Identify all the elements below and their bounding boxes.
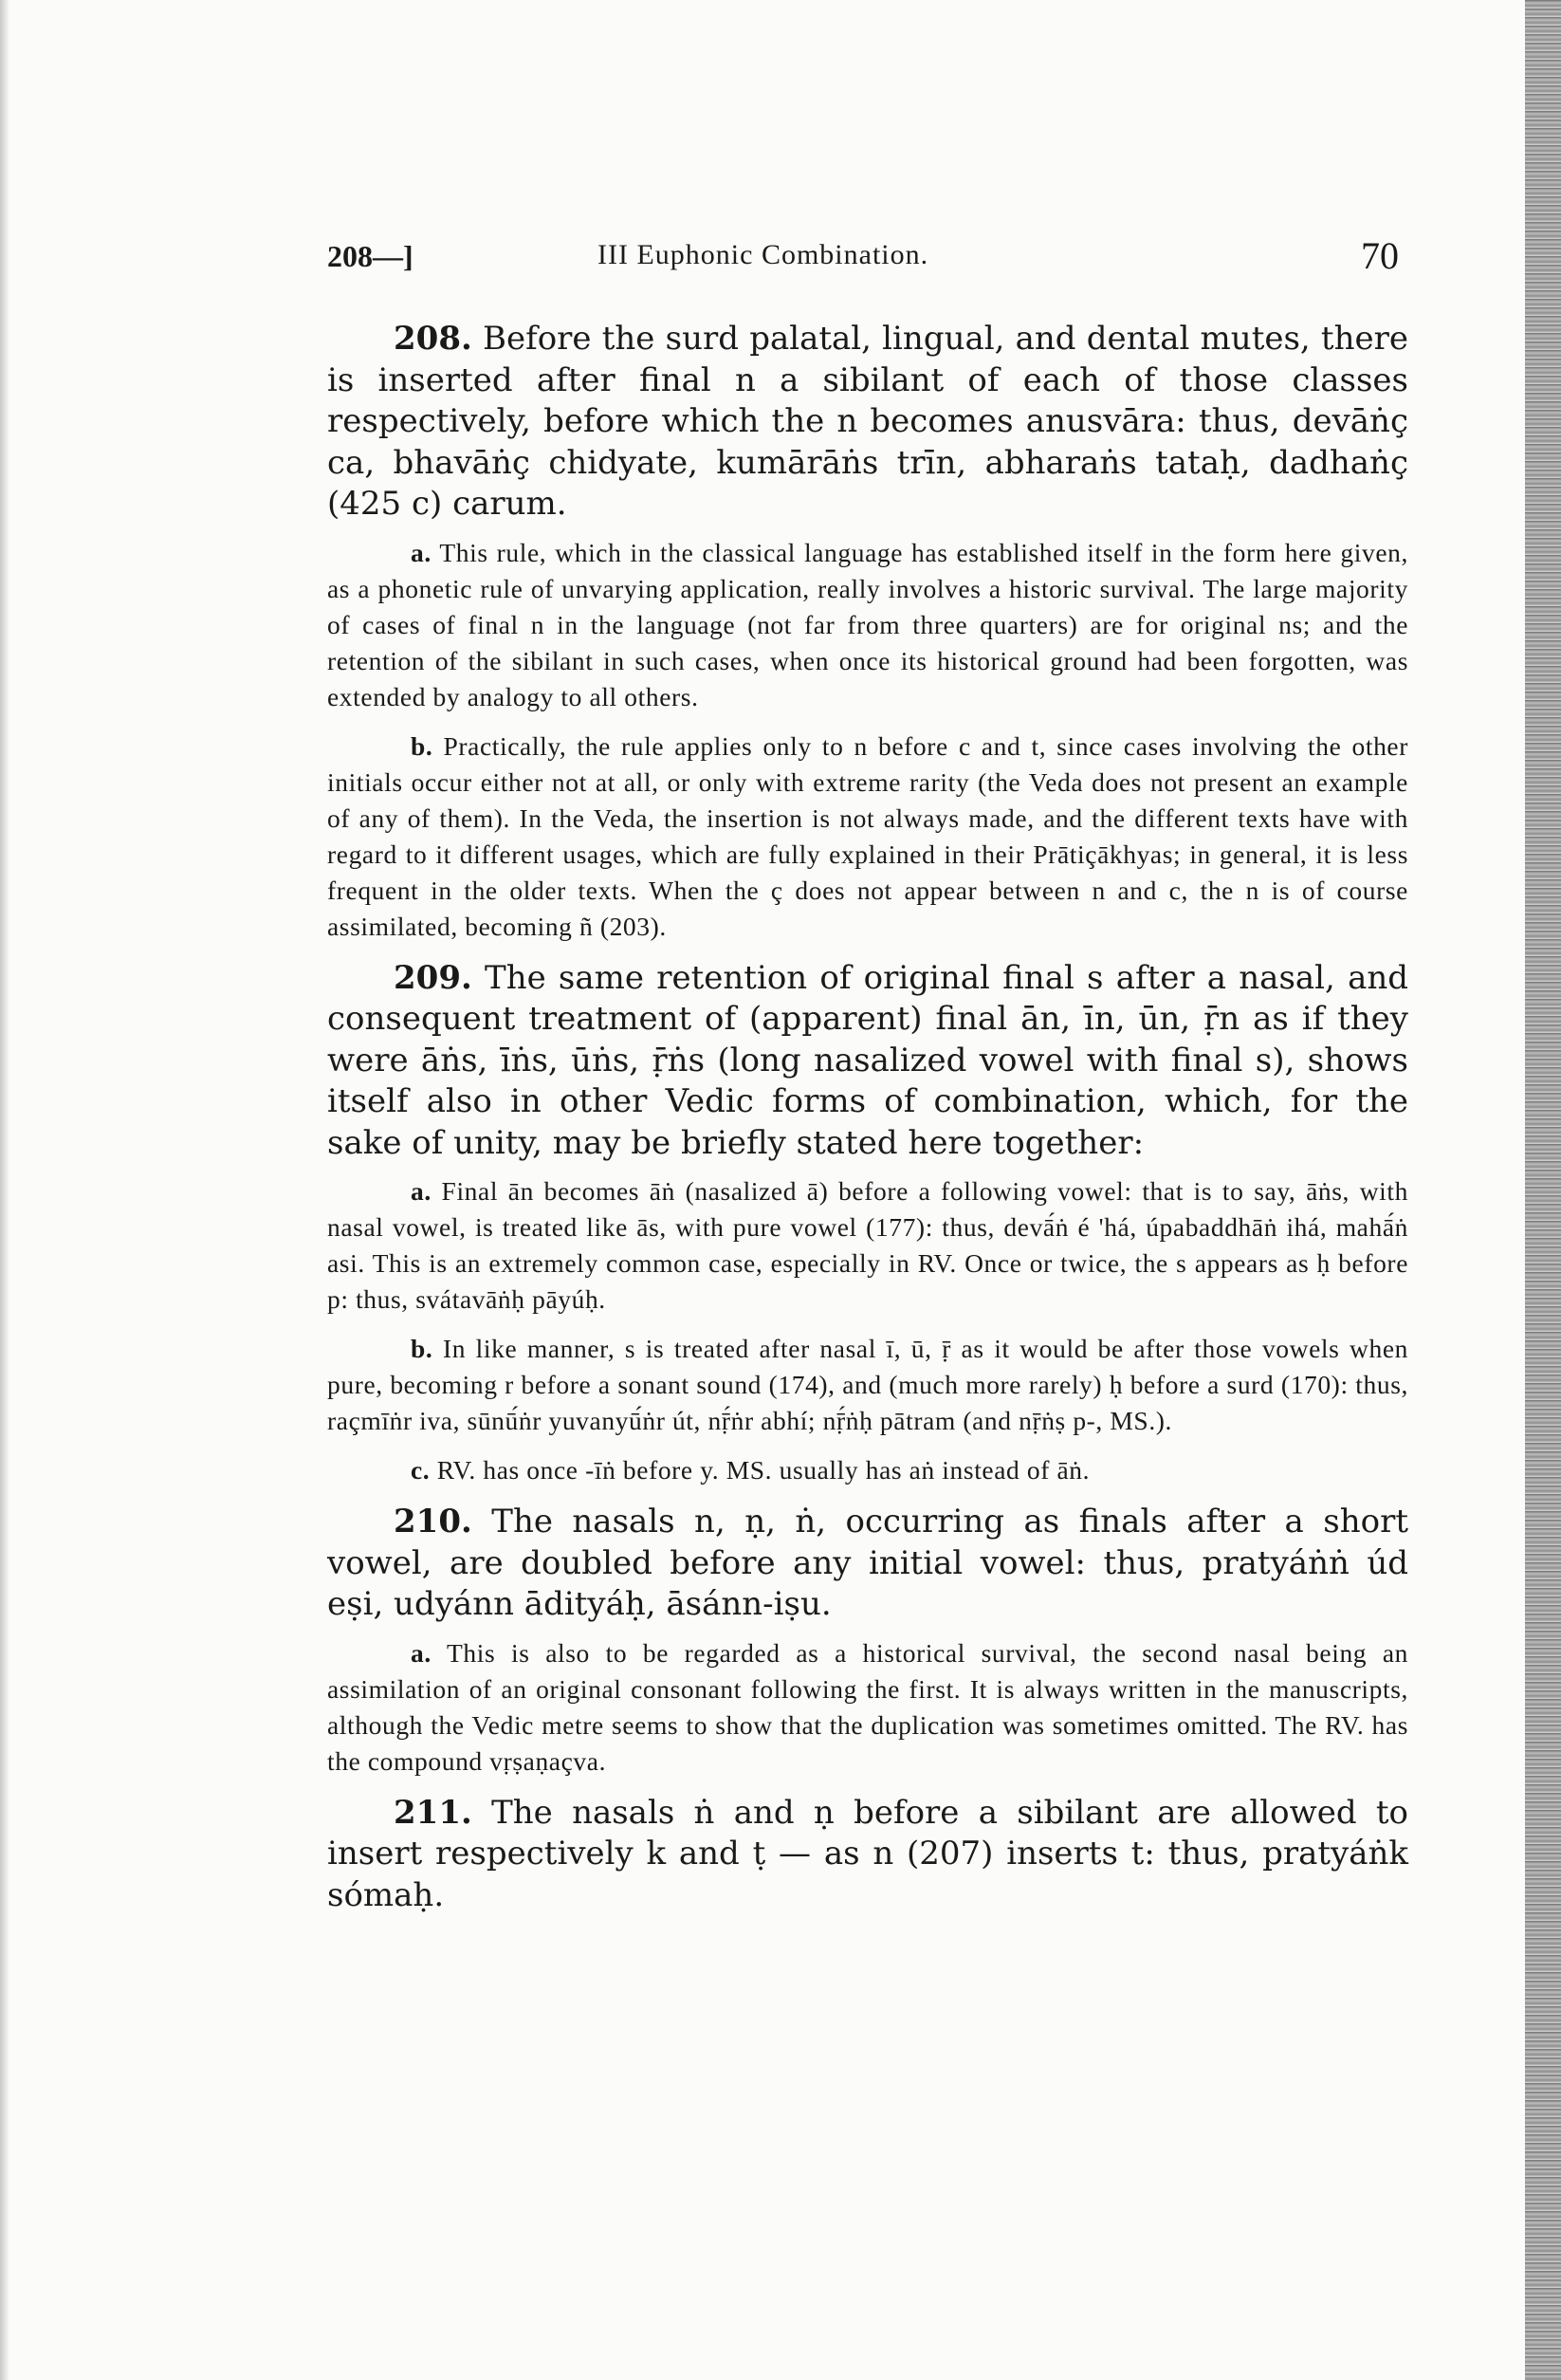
- chapter-title: III Euphonic Combination.: [597, 239, 929, 270]
- paragraph-209: [327, 958, 1408, 1165]
- scan-edge-left: [0, 0, 9, 2380]
- paragraph-text: The nasals n, ṇ, ṅ, occurring as finals after a short vowel, are doubled before any initial vowel: thus, pratyáṅṅ úd eṣi, udyánn ādityáḥ, āsánn-iṣu.: [327, 1503, 1408, 1623]
- note-text: Practically, the rule applies only to n before c and t, since cases involving the other initials occur either not at all, or only with extreme rarity (the Veda does not present an example of any of them). In the Veda, the insertion is not always made, and the different texts have with regard to it different usages, which are fully explained in their Prātiçākhyas; in general, it is less frequent in the older texts. When the ç does not appear between n and c, the n is of course assimilated, becoming ñ (203).: [327, 730, 1408, 941]
- note-text: Final ān becomes āṅ (nasalized ā) before a following vowel: that is to say, āṅs, with nasal vowel, is treated like ās, with pure vowel (177): thus, devā́ṅ é 'há, úpabaddhāṅ ihá, mahā́ṅ asi. This is an extremely common case, especially in RV. Once or twice, the s appears as ḥ before p: thus, svátavāṅḥ pāyúḥ.: [327, 1176, 1408, 1314]
- scan-edge-right: [1525, 0, 1561, 2380]
- note-letter: a.: [411, 1637, 432, 1668]
- note-letter: c.: [411, 1455, 431, 1485]
- note-text: In like manner, s is treated after nasal ī, ū, ṝ as it would be after those vowels when pure, becoming r before a sonant sound (174), and (much more rarely) ḥ before a surd (170): thus, raçmīṅr iva, sūnū́ṅr yuvanyū́ṅr út, nṝ́ṅr abhí; nṝ́ṅḥ pātram (and nṝṅṣ p-, MS.).: [327, 1334, 1408, 1435]
- paragraph-number: 210.: [394, 1503, 472, 1541]
- note-208a: [327, 535, 1408, 715]
- note-209c: [327, 1452, 1408, 1488]
- note-letter: a.: [411, 1176, 432, 1206]
- note-208b: [327, 729, 1408, 945]
- note-letter: b.: [411, 730, 433, 761]
- paragraph-210: [327, 1502, 1408, 1626]
- note-text: This rule, which in the classical language has established itself in the form here given, as a phonetic rule of unvarying application, really involves a historic survival. The large majority of cases of final n in the language (not far from three quarters) are for original ns; and the retention of the sibilant in such cases, when once its historical ground had been forgotten, was extended by analogy to all others.: [327, 537, 1409, 711]
- paragraph-text: The same retention of original final s after a nasal, and consequent treatment of (apparent) final ān, īn, ūn, ṝn as if they were āṅs, īṅs, ūṅs, ṝṅs (long nasalized vowel with final s), shows itself also in other Vedic forms of combination, which, for the sake of unity, may be briefly stated here together:: [327, 958, 1408, 1162]
- paragraph-208: [327, 319, 1408, 526]
- page-body: [327, 319, 1408, 1926]
- note-209b: [327, 1331, 1408, 1439]
- note-210a: [327, 1635, 1408, 1780]
- page-number: 70: [1361, 234, 1399, 277]
- paragraph-text: The nasals ṅ and ṇ before a sibilant are allowed to insert respectively k and ṭ — as n (207) inserts t: thus, pratyáṅk sómaḥ.: [327, 1793, 1408, 1914]
- paragraph-number: 211.: [394, 1793, 472, 1832]
- paragraph-number: 209.: [394, 958, 472, 997]
- section-reference: 208—]: [327, 239, 413, 273]
- note-209a: [327, 1173, 1408, 1318]
- note-letter: a.: [411, 537, 432, 567]
- page-header: [327, 234, 1418, 286]
- note-letter: b.: [411, 1334, 433, 1363]
- note-text: RV. has once -īṅ before y. MS. usually has aṅ instead of āṅ.: [436, 1455, 1091, 1485]
- paragraph-text: Before the surd palatal, lingual, and dental mutes, there is inserted after final n a sibilant of each of those classes respectively, before which the n becomes anusvāra: thus, devāṅç ca, bhavāṅç chidyate, kumārāṅs trīn, abharaṅs tataḥ, dadhaṅç (425 c) carum.: [327, 320, 1408, 523]
- paragraph-211: [327, 1793, 1408, 1917]
- note-text: This is also to be regarded as a historical survival, the second nasal being an assimilation of an original consonant following the first. It is always written in the manuscripts, although the Vedic metre seems to show that the duplication was sometimes omitted. The RV. has the compound vṛṣaṇaçva.: [327, 1637, 1408, 1776]
- paragraph-number: 208.: [394, 320, 472, 358]
